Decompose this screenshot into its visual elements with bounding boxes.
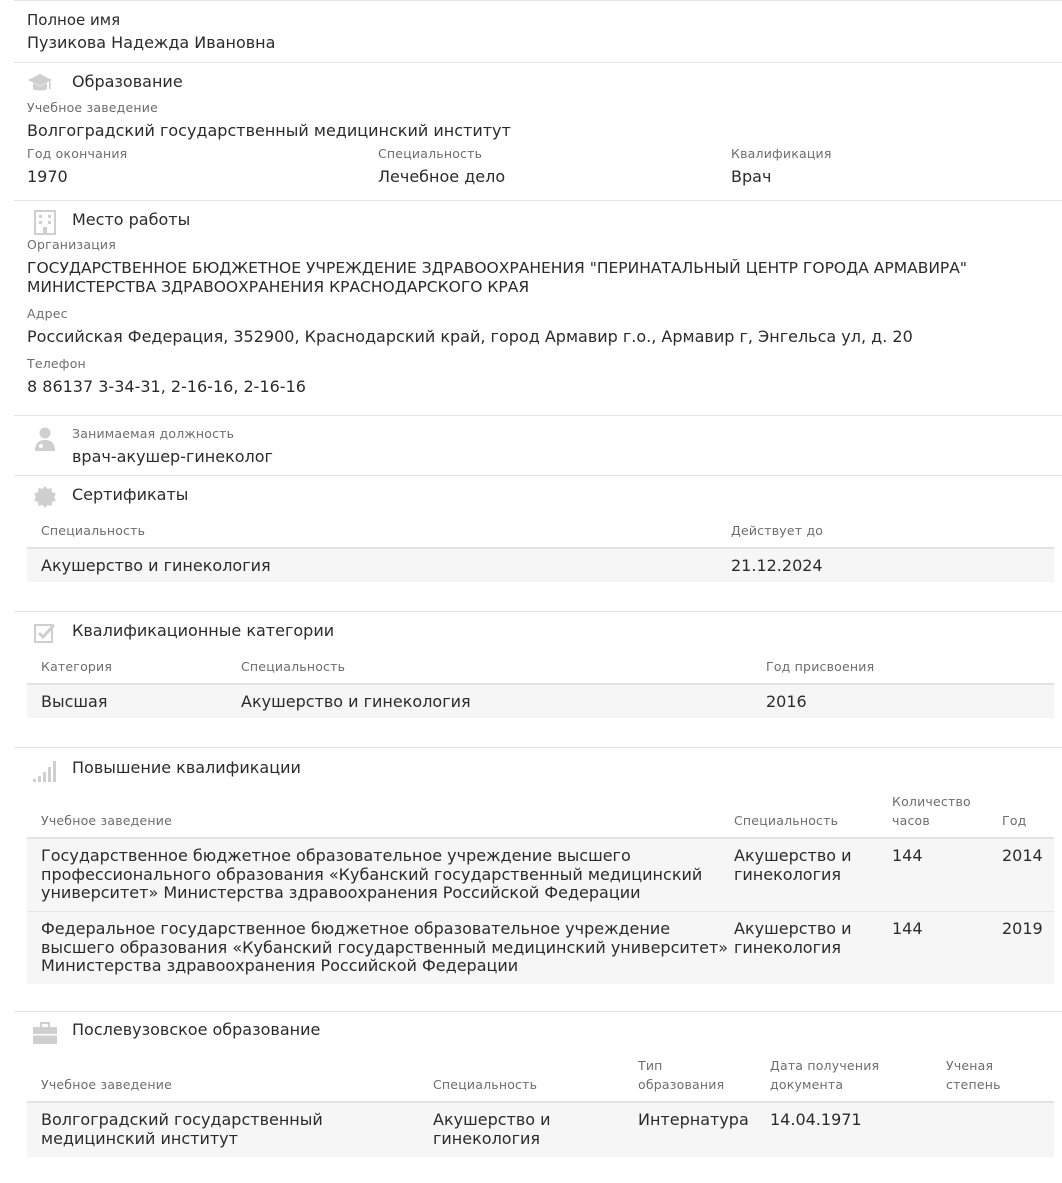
table-row <box>27 911 1054 984</box>
category-value: Высшая <box>41 692 108 711</box>
address-label: Адрес <box>27 306 68 321</box>
table-row <box>27 549 1054 582</box>
edu-specialty-value: Лечебное дело <box>378 167 506 186</box>
postgrad-institution-line1: Волгоградский государственный <box>41 1110 323 1129</box>
col-degree-line1: Ученая <box>946 1058 994 1073</box>
phone-label: Телефон <box>27 356 86 371</box>
divider <box>14 611 1062 612</box>
categories-table-header <box>27 652 1054 685</box>
category-specialty: Акушерство и гинекология <box>241 692 471 711</box>
qualification-value: Врач <box>731 167 772 186</box>
grad-year-value: 1970 <box>27 167 68 186</box>
top-divider <box>14 0 1062 1</box>
workplace-title: Место работы <box>72 210 191 229</box>
divider <box>14 415 1062 416</box>
col-institution: Учебное заведение <box>41 813 172 828</box>
training-hours: 144 <box>892 846 923 865</box>
postgrad-specialty-line2: гинекология <box>433 1128 541 1148</box>
position-value: врач-акушер-гинеколог <box>72 447 273 466</box>
certificates-table-header <box>27 516 1054 549</box>
col-category: Категория <box>41 659 113 674</box>
category-year: 2016 <box>766 692 807 711</box>
col-valid-until: Действует до <box>731 523 824 538</box>
col-degree-line2: степень <box>946 1077 1001 1092</box>
postgrad-date: 14.04.1971 <box>770 1110 862 1129</box>
col-specialty: Специальность <box>41 523 146 538</box>
edu-specialty-label: Специальность <box>378 146 483 161</box>
full-name-value: Пузикова Надежда Ивановна <box>27 33 276 52</box>
training-institution-line3: Министерства здравоохранения Российской Федерации <box>41 956 519 975</box>
col-hours-line1: Количество <box>892 794 971 809</box>
position-label: Занимаемая должность <box>72 426 235 441</box>
full-name-label: Полное имя <box>27 11 121 29</box>
training-institution-line2: высшего образования «Кубанский государственный медицинский университет» <box>41 937 729 957</box>
training-specialty-line2: гинекология <box>734 864 842 884</box>
categories-title: Квалификационные категории <box>72 621 335 640</box>
table-row <box>27 685 1054 718</box>
training-specialty-line1: Акушерство и <box>734 846 852 865</box>
training-year: 2014 <box>1002 846 1043 865</box>
col-institution: Учебное заведение <box>41 1077 172 1092</box>
divider <box>14 1011 1062 1012</box>
institution-label: Учебное заведение <box>27 100 158 115</box>
col-date-line2: документа <box>770 1077 844 1092</box>
training-title: Повышение квалификации <box>72 758 301 777</box>
postgrad-specialty-line1: Акушерство и <box>433 1110 551 1129</box>
col-date-line1: Дата получения <box>770 1058 880 1073</box>
divider <box>14 475 1062 476</box>
col-year-assigned: Год присвоения <box>766 659 875 674</box>
col-type-line1: Тип <box>638 1058 663 1073</box>
cert-valid-until: 21.12.2024 <box>731 556 823 575</box>
divider <box>14 62 1062 63</box>
training-hours: 144 <box>892 919 923 938</box>
cert-specialty: Акушерство и гинекология <box>41 556 271 575</box>
address-value: Российская Федерация, 352900, Краснодарский край, город Армавир г.о., Армавир г, Энгельса ул, д. 20 <box>27 327 913 346</box>
training-institution-line2: профессионального образования «Кубанский государственный медицинский <box>41 864 703 884</box>
postgrad-institution-line2: медицинский институт <box>41 1128 238 1148</box>
col-specialty: Специальность <box>734 813 839 828</box>
table-row <box>27 1103 1054 1157</box>
org-label: Организация <box>27 237 116 252</box>
training-specialty-line1: Акушерство и <box>734 919 852 938</box>
phone-value: 8 86137 3-34-31, 2-16-16, 2-16-16 <box>27 377 306 396</box>
qualification-label: Квалификация <box>731 146 832 161</box>
divider <box>14 747 1062 748</box>
table-row <box>27 839 1054 911</box>
training-institution-line3: университет» Министерства здравоохранения Российской Федерации <box>41 883 641 902</box>
education-title: Образование <box>72 72 183 91</box>
col-specialty: Специальность <box>241 659 346 674</box>
institution-value: Волгоградский государственный медицинский институт <box>27 121 511 140</box>
postgrad-type: Интернатура <box>638 1110 749 1129</box>
training-table-header <box>27 789 1054 839</box>
org-line-2: МИНИСТЕРСТВА ЗДРАВООХРАНЕНИЯ КРАСНОДАРСКОГО КРАЯ <box>27 278 530 296</box>
checkbox-checked-icon <box>33 621 57 645</box>
postgrad-table-header <box>27 1053 1054 1103</box>
signal-bars-icon <box>33 759 57 783</box>
certificates-title: Сертификаты <box>72 485 189 504</box>
briefcase-icon <box>32 1021 58 1045</box>
grad-year-label: Год окончания <box>27 146 128 161</box>
postgrad-title: Послевузовское образование <box>72 1020 321 1039</box>
col-year: Год <box>1002 813 1027 828</box>
training-specialty-line2: гинекология <box>734 937 842 957</box>
org-line-1: ГОСУДАРСТВЕННОЕ БЮДЖЕТНОЕ УЧРЕЖДЕНИЕ ЗДРАВООХРАНЕНИЯ "ПЕРИНАТАЛЬНЫЙ ЦЕНТР ГОРОДА АРМАВИРА" <box>27 259 968 277</box>
col-type-line2: образования <box>638 1077 725 1092</box>
building-icon <box>33 209 57 235</box>
divider <box>14 200 1062 201</box>
col-specialty: Специальность <box>433 1077 538 1092</box>
training-institution-line1: Государственное бюджетное образовательное учреждение высшего <box>41 846 631 865</box>
graduation-cap-icon <box>27 70 53 96</box>
certificate-badge-icon <box>33 485 57 509</box>
training-year: 2019 <box>1002 919 1043 938</box>
training-institution-line1: Федеральное государственное бюджетное образовательное учреждение <box>41 919 671 938</box>
doctor-icon <box>33 426 57 452</box>
col-hours-line2: часов <box>892 813 930 828</box>
